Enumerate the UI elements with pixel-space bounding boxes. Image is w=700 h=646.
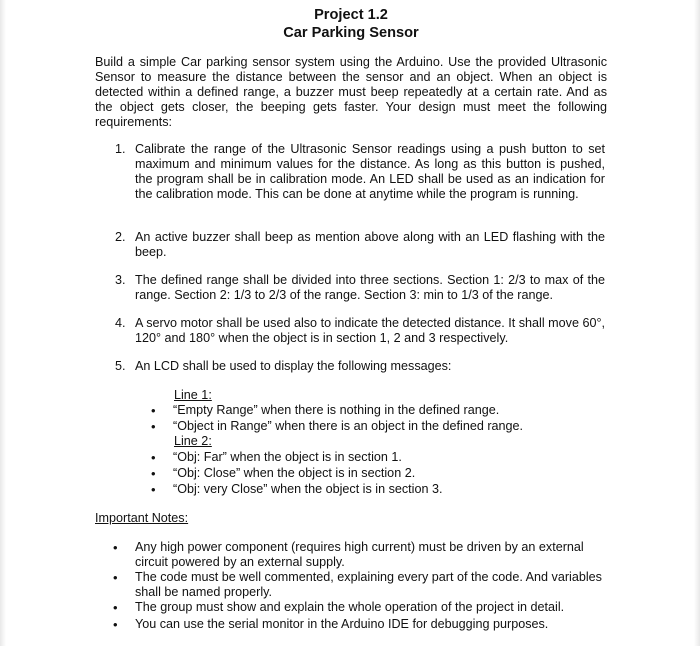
bullet-icon: • xyxy=(113,540,118,555)
page-edge-left xyxy=(0,0,6,646)
requirement-number: 1. xyxy=(115,142,126,156)
bullet-icon: • xyxy=(113,600,118,615)
bullet-icon: • xyxy=(113,617,118,632)
bullet-icon: • xyxy=(151,450,156,465)
lcd-message-text: “Obj: very Close” when the object is in section 3. xyxy=(173,482,443,496)
requirement-text: The defined range shall be divided into three sections. Section 1: 2/3 to max of the range. Section 2: 1/3 to 2/3 of the range. Section 3: min to 1/3 of the range. xyxy=(135,273,605,302)
important-notes-heading: Important Notes: xyxy=(95,511,189,525)
bullet-icon: • xyxy=(151,419,156,434)
page-edge-right xyxy=(694,0,700,646)
lcd-line1-label: Line 1: xyxy=(174,388,212,402)
note-text: The group must show and explain the whole operation of the project in detail. xyxy=(135,600,565,614)
requirement-text: An active buzzer shall beep as mention above along with an LED flashing with the beep. xyxy=(135,230,605,259)
bullet-icon: • xyxy=(151,482,156,497)
note-text: You can use the serial monitor in the Arduino IDE for debugging purposes. xyxy=(135,617,549,631)
lcd-message-text: “Empty Range” when there is nothing in the defined range. xyxy=(173,403,500,417)
note-text: Any high power component (requires high current) must be driven by an external circuit powered by an external supply. xyxy=(135,540,584,569)
requirement-number: 4. xyxy=(115,316,126,330)
bullet-icon: • xyxy=(151,403,156,418)
lcd-message-text: “Object in Range” when there is an object in the defined range. xyxy=(173,419,524,433)
requirement-number: 3. xyxy=(115,273,126,287)
requirement-text: An LCD shall be used to display the following messages: xyxy=(135,359,452,373)
requirement-number: 5. xyxy=(115,359,126,373)
bullet-icon: • xyxy=(151,466,156,481)
lcd-line2-label: Line 2: xyxy=(174,434,212,448)
intro-paragraph: Build a simple Car parking sensor system using the Arduino. Use the provided Ultrasonic Sensor to measure the distance between the sensor and an object. When an object is detected within a defined range, a buzzer must beep repeatedly at a certain rate. And as the object gets closer, the beeping gets faster. Your design must meet the following requirements: xyxy=(95,55,607,129)
lcd-message-text: “Obj: Close” when the object is in section 2. xyxy=(173,466,416,480)
requirement-text: Calibrate the range of the Ultrasonic Sensor readings using a push button to set maximum and minimum values for the distance. As long as this button is pushed, the program shall be in calibration mode. An LED shall be used as an indication for the calibration mode. This can be done at anytime while the program is running. xyxy=(135,142,605,201)
document-subtitle: Car Parking Sensor xyxy=(283,25,419,41)
document-title: Project 1.2 xyxy=(314,7,388,23)
note-text: The code must be well commented, explaining every part of the code. And variables shall be named properly. xyxy=(135,570,602,599)
requirement-text: A servo motor shall be used also to indicate the detected distance. It shall move 60°, 120° and 180° when the object is in section 1, 2 and 3 respectively. xyxy=(135,316,605,345)
bullet-icon: • xyxy=(113,570,118,585)
requirement-number: 2. xyxy=(115,230,126,244)
lcd-message-text: “Obj: Far” when the object is in section 1. xyxy=(173,450,402,464)
